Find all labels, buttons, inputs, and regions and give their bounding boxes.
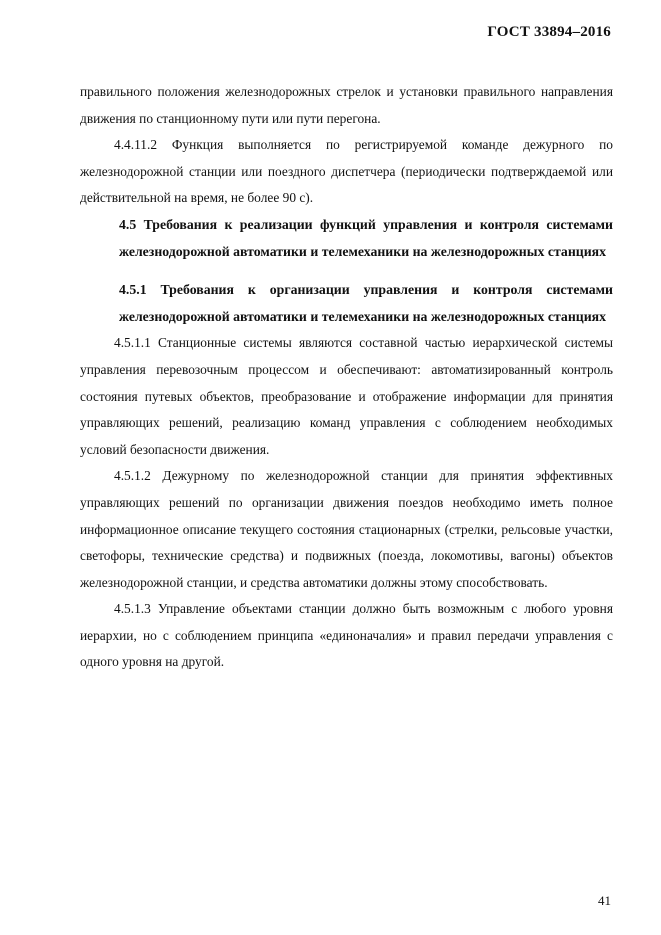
paragraph-continued: правильного положения железнодорожных стрелок и установки правильного направления движения по станционному пути или пути перегона. [80,84,613,126]
document-header: ГОСТ 33894–2016 [487,24,611,40]
section-heading-4-5-1: 4.5.1 Требования к организации управления и контроля системами железнодорожной автоматики и телемеханики на железнодорожных станциях [119,282,613,324]
paragraph-4-5-1-3: 4.5.1.3 Управление объектами станции должно быть возможным с любого уровня иерархии, но с соблюдением принципа «единоначалия» и правил передачи управления с одного уровня на другой. [80,601,613,670]
paragraph-4-5-1-2: 4.5.1.2 Дежурному по железнодорожной станции для принятия эффективных управляющих решений по организации движения поездов необходимо иметь полное информационное описание текущего состояния стационарных (стрелки, рельсовые участки, светофоры, технические средства) и подвижных (поезда, локомотивы, вагоны) объектов железнодорожной станции, и средства автоматики должны этому способствовать. [80,468,613,590]
document-body [80,79,613,676]
paragraph-4-4-11-2: 4.4.11.2 Функция выполняется по регистрируемой команде дежурного по железнодорожной станции или поездного диспетчера (периодически подтверждаемой или действительной на время, не более 90 с). [80,137,613,206]
paragraph-4-5-1-1: 4.5.1.1 Станционные системы являются составной частью иерархической системы управления перевозочным процессом и обеспечивают: автоматизированный контроль состояния путевых объектов, преобразование и отображение информации для принятия управляющих решений, реализацию команд управления с соблюдением необходимых условий безопасности движения. [80,335,613,457]
page-number: 41 [598,893,611,908]
section-heading-4-5: 4.5 Требования к реализации функций управления и контроля системами железнодорожной автоматики и телемеханики на железнодорожных станциях [119,216,613,259]
